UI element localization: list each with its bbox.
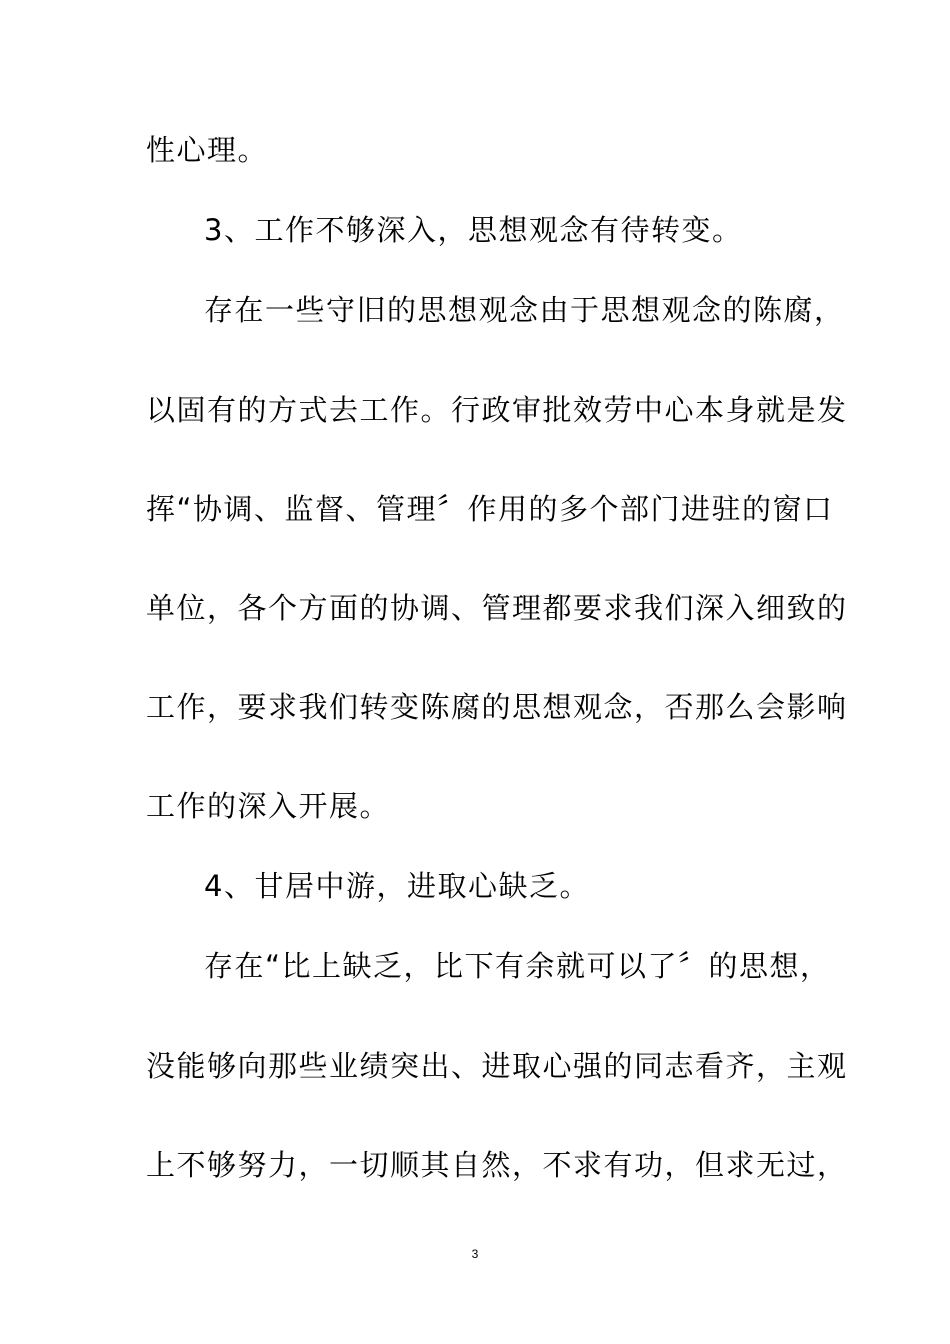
text-line-5: 挥“协调、监督、管理〞作用的多个部门进驻的窗口: [146, 492, 834, 526]
text-line-8: 工作的深入开展。: [146, 789, 391, 823]
section-heading-4: 4、甘居中游，进取心缺乏。: [204, 869, 590, 903]
text-line-1: 性心理。: [146, 133, 269, 167]
text-line-10: 存在“比上缺乏，比下有余就可以了〞的思想，: [204, 949, 831, 983]
page-number: 3: [471, 1247, 479, 1261]
text-line-4: 以固有的方式去工作。行政审批效劳中心本身就是发: [146, 393, 848, 427]
text-line-7: 工作，要求我们转变陈腐的思想观念，否那么会影响: [146, 690, 848, 724]
text-line-3: 存在一些守旧的思想观念由于思想观念的陈腐，: [204, 293, 845, 327]
section-heading-3: 3、工作不够深入，思想观念有待转变。: [204, 213, 743, 247]
text-line-11: 没能够向那些业绩突出、进取心强的同志看齐，主观: [146, 1049, 848, 1083]
text-line-6: 单位，各个方面的协调、管理都要求我们深入细致的: [146, 591, 848, 625]
text-line-12: 上不够努力，一切顺其自然，不求有功，但求无过，: [146, 1148, 848, 1182]
